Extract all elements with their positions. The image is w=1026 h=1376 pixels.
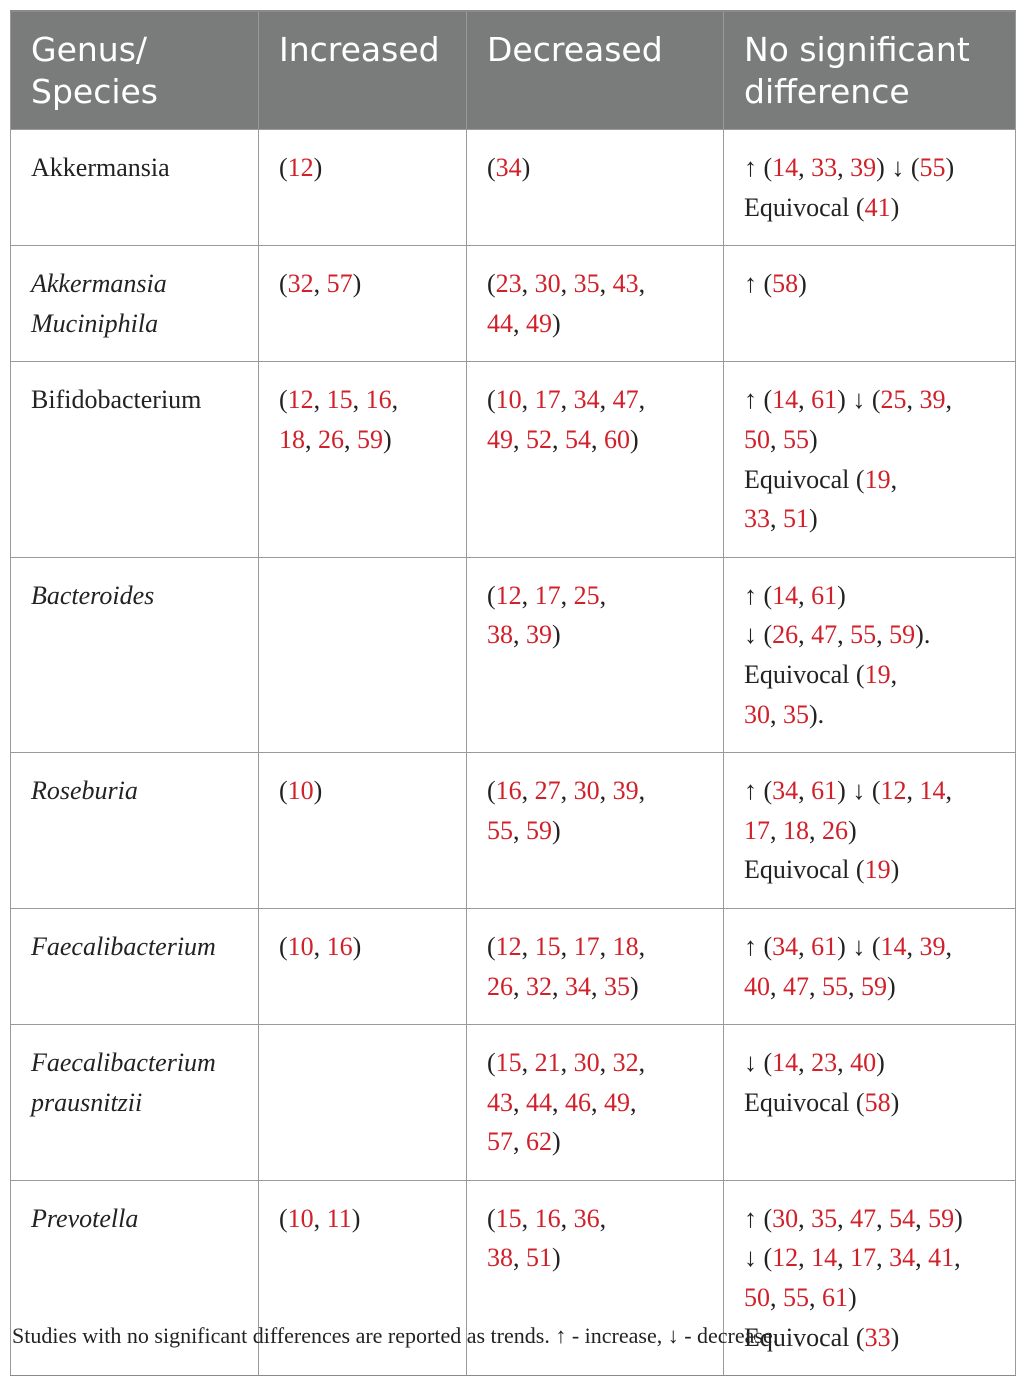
reference-link[interactable]: 47 — [612, 385, 639, 415]
reference-link[interactable]: 32 — [287, 269, 314, 299]
reference-link[interactable]: 55 — [783, 424, 809, 454]
decreased-cell: (15, 21, 30, 32, 43, 44, 46, 49, 57, 62) — [467, 1025, 724, 1181]
reference-link[interactable]: 39 — [919, 931, 946, 961]
reference-link[interactable]: 11 — [326, 1203, 352, 1233]
reference-link[interactable]: 17 — [534, 385, 561, 415]
reference-link[interactable]: 16 — [326, 931, 353, 961]
reference-link[interactable]: 61 — [811, 776, 838, 806]
table-row — [11, 557, 1016, 752]
reference-link[interactable]: 54 — [565, 424, 591, 454]
no-significant-difference-cell: ↑ (34, 61) ↓ (14, 39, 40, 47, 55, 59) — [724, 908, 1016, 1024]
reference-link[interactable]: 33 — [744, 504, 770, 534]
reference-link[interactable]: 10 — [287, 776, 314, 806]
header-increased: Increased — [259, 11, 467, 130]
reference-link[interactable]: 26 — [487, 971, 513, 1001]
reference-link[interactable]: 41 — [864, 192, 891, 222]
table-row — [11, 246, 1016, 362]
genus-name-cell: Akkermansia Muciniphila — [11, 246, 259, 362]
no-significant-difference-cell: ↓ (14, 23, 40) Equivocal (58) — [724, 1025, 1016, 1181]
reference-link[interactable]: 19 — [864, 659, 891, 689]
table-row — [11, 1025, 1016, 1181]
increased-cell: (12, 15, 16, 18, 26, 59) — [259, 362, 467, 557]
reference-link[interactable]: 16 — [495, 776, 522, 806]
reference-link[interactable]: 50 — [744, 1283, 770, 1313]
reference-link[interactable]: 10 — [287, 1203, 314, 1233]
reference-link[interactable]: 30 — [534, 269, 561, 299]
increased-cell: (10) — [259, 753, 467, 909]
reference-link[interactable]: 34 — [495, 153, 522, 182]
reference-link[interactable]: 52 — [526, 424, 552, 454]
reference-link[interactable]: 49 — [604, 1087, 630, 1117]
reference-link[interactable]: 55 — [850, 620, 877, 650]
genus-name-cell: Akkermansia — [11, 130, 259, 246]
reference-link[interactable]: 17 — [744, 815, 770, 845]
reference-link[interactable]: 26 — [318, 424, 344, 454]
reference-link[interactable]: 14 — [811, 1243, 838, 1273]
reference-link[interactable]: 57 — [326, 269, 353, 299]
reference-link[interactable]: 18 — [612, 931, 639, 961]
reference-link[interactable]: 33 — [864, 1322, 891, 1352]
reference-link[interactable]: 39 — [612, 776, 639, 806]
reference-link[interactable]: 12 — [495, 931, 522, 961]
reference-link[interactable]: 14 — [772, 153, 799, 182]
reference-link[interactable]: 14 — [880, 931, 907, 961]
reference-link[interactable]: 10 — [287, 931, 314, 961]
reference-link[interactable]: 54 — [889, 1203, 916, 1233]
reference-link[interactable]: 55 — [487, 815, 513, 845]
reference-link[interactable]: 16 — [534, 1203, 561, 1233]
reference-link[interactable]: 34 — [573, 385, 600, 415]
no-significant-difference-cell: ↑ (30, 35, 47, 54, 59) ↓ (12, 14, 17, 34, 41, 50, 55, 61) Equivocal (33) — [724, 1180, 1016, 1375]
increased-cell: (10, 16) — [259, 908, 467, 1024]
reference-link[interactable]: 19 — [864, 855, 891, 885]
reference-link[interactable]: 34 — [772, 931, 799, 961]
table-row — [11, 908, 1016, 1024]
reference-link[interactable]: 59 — [889, 620, 916, 650]
reference-link[interactable]: 14 — [772, 580, 799, 610]
reference-link[interactable]: 51 — [526, 1243, 552, 1273]
reference-link[interactable]: 55 — [822, 971, 848, 1001]
decreased-cell: (34) — [467, 130, 724, 246]
reference-link[interactable]: 14 — [919, 776, 946, 806]
increased-cell: (12) — [259, 130, 467, 246]
reference-link[interactable]: 15 — [326, 385, 353, 415]
genus-name-cell: Faecalibacterium — [11, 908, 259, 1024]
reference-link[interactable]: 60 — [604, 424, 630, 454]
reference-link[interactable]: 47 — [811, 620, 838, 650]
reference-link[interactable]: 35 — [604, 971, 630, 1001]
reference-link[interactable]: 61 — [822, 1283, 848, 1313]
reference-link[interactable]: 39 — [850, 153, 877, 182]
increased-cell: (10, 11) — [259, 1180, 467, 1375]
genus-species-table — [10, 10, 1016, 1376]
decreased-cell: (16, 27, 30, 39, 55, 59) — [467, 753, 724, 909]
no-significant-difference-cell: ↑ (58) — [724, 246, 1016, 362]
reference-link[interactable]: 59 — [928, 1203, 955, 1233]
reference-link[interactable]: 43 — [612, 269, 639, 299]
reference-link[interactable]: 33 — [811, 153, 838, 182]
reference-link[interactable]: 18 — [783, 815, 809, 845]
reference-link[interactable]: 49 — [526, 308, 552, 338]
reference-link[interactable]: 26 — [822, 815, 848, 845]
reference-link[interactable]: 25 — [573, 580, 600, 610]
reference-link[interactable]: 35 — [573, 269, 600, 299]
reference-link[interactable]: 21 — [534, 1048, 561, 1078]
decreased-cell: (12, 17, 25, 38, 39) — [467, 557, 724, 752]
reference-link[interactable]: 55 — [783, 1283, 809, 1313]
header-decreased: Decreased — [467, 11, 724, 130]
table-body — [11, 130, 1016, 1376]
reference-link[interactable]: 50 — [744, 424, 770, 454]
reference-link[interactable]: 23 — [811, 1048, 838, 1078]
decreased-cell: (15, 16, 36, 38, 51) — [467, 1180, 724, 1375]
reference-link[interactable]: 62 — [526, 1127, 552, 1157]
genus-name-cell: Faecalibacterium prausnitzii — [11, 1025, 259, 1181]
table-row — [11, 362, 1016, 557]
no-significant-difference-cell: ↑ (34, 61) ↓ (12, 14, 17, 18, 26) Equivocal (19) — [724, 753, 1016, 909]
header-row — [11, 11, 1016, 130]
reference-link[interactable]: 19 — [864, 464, 891, 494]
reference-link[interactable]: 17 — [573, 931, 600, 961]
reference-link[interactable]: 15 — [534, 931, 561, 961]
reference-link[interactable]: 26 — [772, 620, 799, 650]
reference-link[interactable]: 55 — [919, 153, 946, 182]
reference-link[interactable]: 57 — [487, 1127, 513, 1157]
reference-link[interactable]: 47 — [850, 1203, 877, 1233]
reference-link[interactable]: 17 — [850, 1243, 877, 1273]
reference-link[interactable]: 12 — [880, 776, 907, 806]
reference-link[interactable]: 61 — [811, 931, 838, 961]
reference-link[interactable]: 47 — [783, 971, 809, 1001]
reference-link[interactable]: 30 — [573, 1048, 600, 1078]
reference-link[interactable]: 39 — [919, 385, 946, 415]
reference-link[interactable]: 44 — [487, 308, 513, 338]
reference-link[interactable]: 59 — [861, 971, 887, 1001]
decreased-cell: (12, 15, 17, 18, 26, 32, 34, 35) — [467, 908, 724, 1024]
reference-link[interactable]: 27 — [534, 776, 561, 806]
reference-link[interactable]: 23 — [495, 269, 522, 299]
reference-link[interactable]: 35 — [811, 1203, 838, 1233]
increased-cell: (32, 57) — [259, 246, 467, 362]
reference-link[interactable]: 17 — [534, 580, 561, 610]
reference-link[interactable]: 32 — [612, 1048, 639, 1078]
reference-link[interactable]: 34 — [772, 776, 799, 806]
reference-link[interactable]: 41 — [928, 1243, 955, 1273]
reference-link[interactable]: 58 — [772, 269, 799, 299]
reference-link[interactable]: 30 — [772, 1203, 799, 1233]
reference-link[interactable]: 36 — [573, 1203, 600, 1233]
no-significant-difference-cell: ↑ (14, 61) ↓ (25, 39, 50, 55) Equivocal (19, 33, 51) — [724, 362, 1016, 557]
reference-link[interactable]: 15 — [495, 1203, 522, 1233]
reference-link[interactable]: 12 — [287, 153, 314, 182]
reference-link[interactable]: 39 — [526, 620, 552, 650]
reference-link[interactable]: 43 — [487, 1087, 513, 1117]
increased-cell — [259, 1025, 467, 1181]
reference-link[interactable]: 40 — [850, 1048, 877, 1078]
reference-link[interactable]: 40 — [744, 971, 770, 1001]
reference-link[interactable]: 12 — [495, 580, 522, 610]
reference-link[interactable]: 25 — [880, 385, 907, 415]
reference-link[interactable]: 15 — [495, 1048, 522, 1078]
reference-link[interactable]: 46 — [565, 1087, 591, 1117]
reference-link[interactable]: 38 — [487, 620, 513, 650]
increased-cell — [259, 557, 467, 752]
results-table-container — [10, 10, 1015, 1376]
header-genus-species: Genus/ Species — [11, 11, 259, 130]
genus-name-cell: Bacteroides — [11, 557, 259, 752]
reference-link[interactable]: 30 — [744, 699, 770, 729]
reference-link[interactable]: 44 — [526, 1087, 552, 1117]
genus-name-cell: Bifidobacterium — [11, 362, 259, 557]
table-footnote: Studies with no significant differences are reported as trends. ↑ - increase, ↓ - decrease. — [12, 1323, 779, 1348]
reference-link[interactable]: 49 — [487, 424, 513, 454]
reference-link[interactable]: 16 — [365, 385, 392, 415]
reference-link[interactable]: 59 — [526, 815, 552, 845]
header-no-significant-difference: No significant difference — [724, 11, 1016, 130]
reference-link[interactable]: 10 — [495, 385, 522, 415]
reference-link[interactable]: 12 — [772, 1243, 799, 1273]
reference-link[interactable]: 14 — [772, 385, 799, 415]
decreased-cell: (23, 30, 35, 43, 44, 49) — [467, 246, 724, 362]
reference-link[interactable]: 38 — [487, 1243, 513, 1273]
reference-link[interactable]: 30 — [573, 776, 600, 806]
reference-link[interactable]: 32 — [526, 971, 552, 1001]
reference-link[interactable]: 59 — [357, 424, 383, 454]
decreased-cell: (10, 17, 34, 47, 49, 52, 54, 60) — [467, 362, 724, 557]
genus-name-cell: Prevotella — [11, 1180, 259, 1375]
no-significant-difference-cell: ↑ (14, 61) ↓ (26, 47, 55, 59). Equivocal (19, 30, 35). — [724, 557, 1016, 752]
reference-link[interactable]: 61 — [811, 385, 838, 415]
reference-link[interactable]: 12 — [287, 385, 314, 415]
reference-link[interactable]: 34 — [565, 971, 591, 1001]
table-row — [11, 130, 1016, 246]
reference-link[interactable]: 35 — [783, 699, 809, 729]
reference-link[interactable]: 34 — [889, 1243, 916, 1273]
reference-link[interactable]: 51 — [783, 504, 809, 534]
reference-link[interactable]: 58 — [864, 1087, 891, 1117]
reference-link[interactable]: 61 — [811, 580, 838, 610]
table-row — [11, 753, 1016, 909]
reference-link[interactable]: 18 — [279, 424, 305, 454]
reference-link[interactable]: 14 — [772, 1048, 799, 1078]
no-significant-difference-cell: ↑ (14, 33, 39) ↓ (55) Equivocal (41) — [724, 130, 1016, 246]
genus-name-cell: Roseburia — [11, 753, 259, 909]
